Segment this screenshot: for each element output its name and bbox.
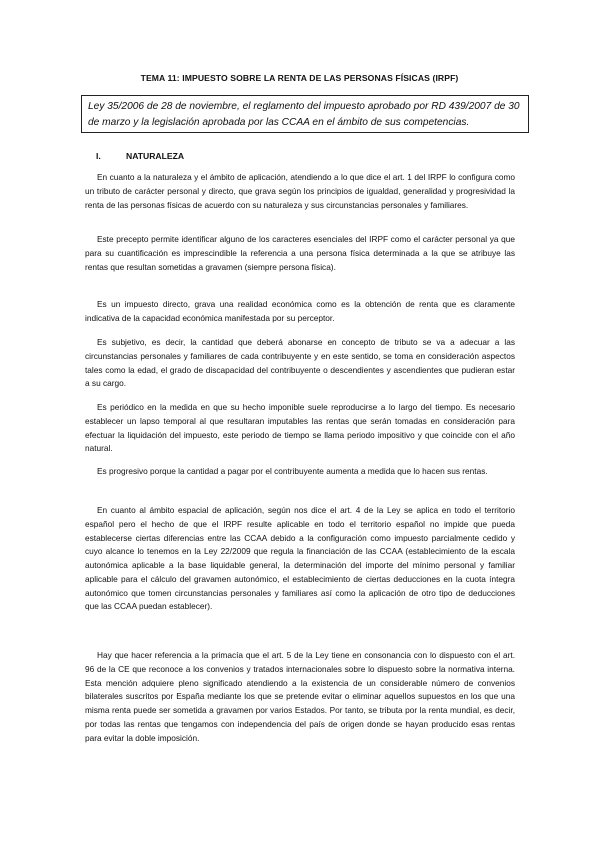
paragraph-impuesto-directo: Es un impuesto directo, grava una realidad económica como es la obtención de renta que es claramente indicativa de la capacidad económica manifestada por su perceptor. xyxy=(85,299,515,323)
legal-reference-box: Ley 35/2006 de 28 de noviembre, el reglamento del impuesto aprobado por RD 439/2007 de 30 de marzo y la legislación aprobada por las CCAA en el ámbito de sus competencias. xyxy=(81,95,529,133)
paragraph-caracter-personal: Este precepto permite identificar alguno de los caracteres esenciales del IRPF como el carácter personal ya que para su cuantificación es imprescindible la referencia a una persona física determinada a la que se atribuye las rentas que resultan sometidas a gravamen (siempre persona física). xyxy=(85,234,515,272)
paragraph-progresivo: Es progresivo porque la cantidad a pagar por el contribuyente aumenta a medida que lo hacen sus rentas. xyxy=(97,466,488,477)
paragraph-naturaleza: En cuanto a la naturaleza y el ámbito de aplicación, atendiendo a lo que dice el art. 1 del IRPF lo configura como un tributo de carácter personal y directo, que grava según los principios de igualdad, generalidad y progresividad la renta de las personas físicas de acuerdo con su naturaleza y sus circunstancias personales y familiares. xyxy=(85,172,515,210)
paragraph-ambito-espacial: En cuanto al ámbito espacial de aplicación, según nos dice el art. 4 de la Ley se aplica en todo el territorio español pero el hecho de que el IRPF resulte aplicable en todo el territorio español no impide que pueda establecerse ciertas diferencias entre las CCAA debido a la configuración como impuesto parcialmente cedido y cuyo alcance lo tenemos en la Ley 22/2009 que regula la financiación de las CCAA (establecimiento de la escala autonómica aplicable a la base liquidable general, la determinación del importe del mínimo personal y familiar aplicable para el cálculo del gravamen autonómico, el establecimiento de ciertas deducciones en la cuota íntegra autonómico que tomen circunstancias personales y familiares así como la aplicación de otro tipo de deducciones que las CCAA puedan establecer). xyxy=(85,505,515,612)
paragraph-primacia-convenios: Hay que hacer referencia a la primacía que el art. 5 de la Ley tiene en consonancia con lo dispuesto con el art. 96 de la CE que reconoce a los convenios y tratados internacionales sobre lo dispuesto sobre la normativa interna. Esta mención adquiere pleno significado atendiendo a la existencia de un considerable número de convenios bilaterales suscritos por España mediante los que se pretende evitar o eliminar aquellos supuestos en los que una misma renta puede ser sometida a gravamen por varios Estados. Por tanto, se tributa por la renta mundial, es decir, por todas las rentas que tengamos con independencia del país de origen donde se hayan producido esas rentas para evitar la doble imposición. xyxy=(85,650,515,743)
section-number: I. xyxy=(96,151,101,161)
paragraph-subjetivo: Es subjetivo, es decir, la cantidad que deberá abonarse en concepto de tributo se va a adecuar a las circunstancias personales y familiares de cada contribuyente y en este sentido, se toma en consideración aspectos tales como la edad, el grado de discapacidad del contribuyente o descendientes y ascendientes que pudieran estar a su cargo. xyxy=(85,337,515,389)
section-label: NATURALEZA xyxy=(126,151,185,161)
paragraph-periodico: Es periódico en la medida en que su hecho imponible suele reproducirse a lo largo del tiempo. Es necesario establecer un lapso temporal al que resultaran imputables las rentas que serán tomadas en consideración para efectuar la liquidación del impuesto, este periodo de tiempo se llama periodo impositivo y que coincide con el año natural. xyxy=(85,402,515,454)
section-heading xyxy=(96,151,184,161)
document-title: TEMA 11: IMPUESTO SOBRE LA RENTA DE LAS PERSONAS FÍSICAS (IRPF) xyxy=(140,73,459,83)
